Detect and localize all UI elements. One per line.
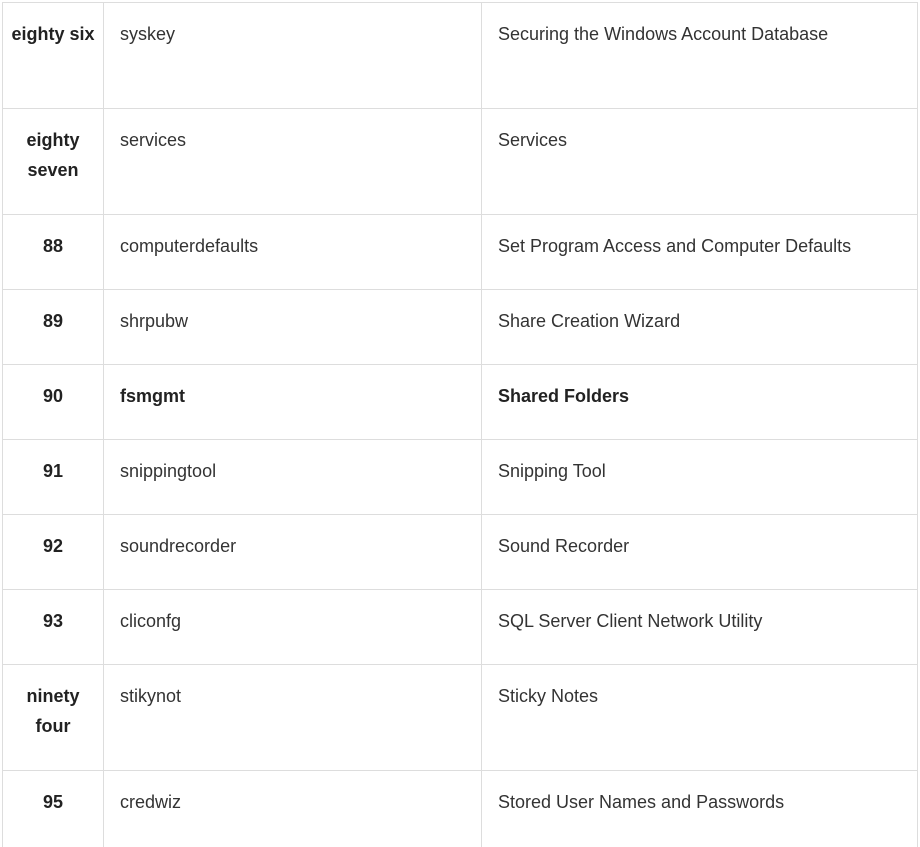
table-row xyxy=(3,365,918,440)
table-row xyxy=(3,665,918,771)
command-name: syskey xyxy=(104,3,482,109)
table-row xyxy=(3,771,918,847)
table-row xyxy=(3,590,918,665)
row-number: 95 xyxy=(3,771,104,847)
row-number: 89 xyxy=(3,290,104,365)
table-row xyxy=(3,3,918,109)
table-row xyxy=(3,515,918,590)
command-description: Stored User Names and Passwords xyxy=(482,771,918,847)
command-description: Snipping Tool xyxy=(482,440,918,515)
command-name: computerdefaults xyxy=(104,215,482,290)
command-name: shrpubw xyxy=(104,290,482,365)
table-row xyxy=(3,290,918,365)
commands-table xyxy=(2,2,918,847)
row-number: 92 xyxy=(3,515,104,590)
row-number: 91 xyxy=(3,440,104,515)
table-row xyxy=(3,109,918,215)
command-name: services xyxy=(104,109,482,215)
command-name: stikynot xyxy=(104,665,482,771)
command-description: Sticky Notes xyxy=(482,665,918,771)
row-number: 90 xyxy=(3,365,104,440)
command-name: soundrecorder xyxy=(104,515,482,590)
table-row xyxy=(3,215,918,290)
row-number: 88 xyxy=(3,215,104,290)
command-description: Share Creation Wizard xyxy=(482,290,918,365)
command-name: fsmgmt xyxy=(104,365,482,440)
command-description: Services xyxy=(482,109,918,215)
command-name: credwiz xyxy=(104,771,482,847)
row-number: eighty six xyxy=(3,3,104,109)
command-description: Sound Recorder xyxy=(482,515,918,590)
row-number: eighty seven xyxy=(3,109,104,215)
table-row xyxy=(3,440,918,515)
row-number: ninety four xyxy=(3,665,104,771)
command-name: snippingtool xyxy=(104,440,482,515)
command-description: Shared Folders xyxy=(482,365,918,440)
row-number: 93 xyxy=(3,590,104,665)
command-description: SQL Server Client Network Utility xyxy=(482,590,918,665)
command-description: Securing the Windows Account Database xyxy=(482,3,918,109)
command-name: cliconfg xyxy=(104,590,482,665)
command-description: Set Program Access and Computer Defaults xyxy=(482,215,918,290)
